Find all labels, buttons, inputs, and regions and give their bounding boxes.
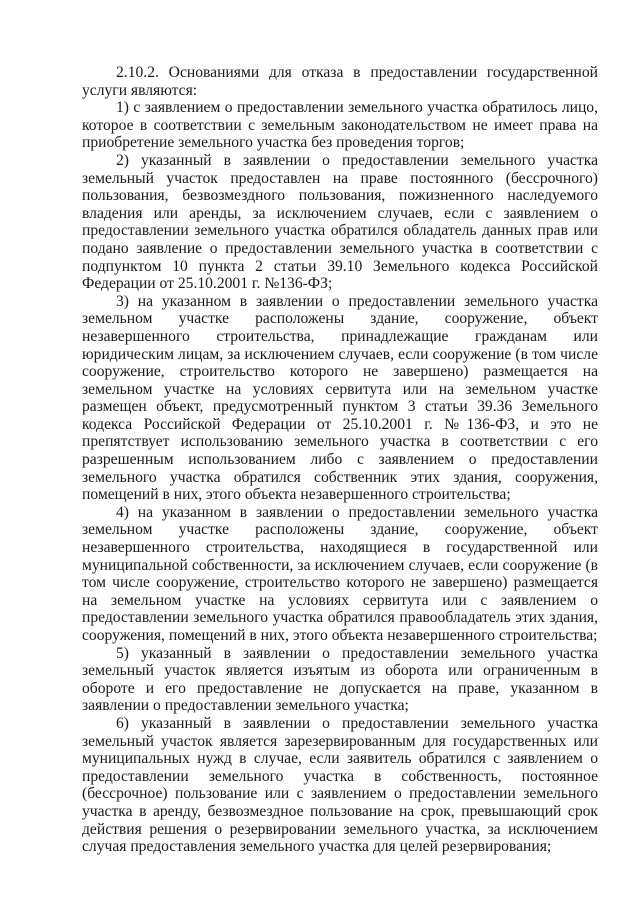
paragraph-item-6: 6) указанный в заявлении о предоставлении земельного участка земельный участок является зарезервированным для государственных или муниципальных нужд в случае, если заявитель обратился с заявлением о предоставлении земельного участка в собственность, постоянное (бессрочное) пользование или с заявлением о предоставлении земельного участка в аренду, безвозмездное пользование на срок, превышающий срок действия решения о резервировании земельного участка, за исключением случая предоставления земельного участка для целей резервирования; xyxy=(82,714,598,856)
paragraph-item-3: 3) на указанном в заявлении о предоставлении земельного участка земельном участке расположены здание, сооружение, объект незавершенного строительства, принадлежащие гражданам или юридическим лицам, за исключением случаев, если сооружение (в том числе сооружение, строительство которого не завершено) размещается на земельном участке на условиях сервитута или на земельном участке размещен объект, предусмотренный пунктом 3 статьи 39.36 Земельного кодекса Российской Федерации от 25.10.2001 г. №136-ФЗ, и это не препятствует использованию земельного участка в соответствии с его разрешенным использованием либо с заявлением о предоставлении земельного участка обратился собственник этих здания, сооружения, помещений в них, этого объекта незавершенного строительства; xyxy=(82,292,598,504)
paragraph-item-5: 5) указанный в заявлении о предоставлении земельного участка земельный участок является изъятым из оборота или ограниченным в обороте и его предоставление не допускается на праве, указанном в заявлении о предоставлении земельного участка; xyxy=(82,644,598,715)
document-page xyxy=(82,64,598,856)
paragraph-item-2: 2) указанный в заявлении о предоставлении земельного участка земельный участок предоставлен на праве постоянного (бессрочного) пользования, безвозмездного пользования, пожизненного наследуемого владения или аренды, за исключением случаев, если с заявлением о предоставлении земельного участка обратился обладатель данных прав или подано заявление о предоставлении земельного участка в соответствии с подпунктом 10 пункта 2 статьи 39.10 Земельного кодекса Российской Федерации от 25.10.2001 г. №136-ФЗ; xyxy=(82,151,598,293)
paragraph-item-4: 4) на указанном в заявлении о предоставлении земельного участка земельном участке расположены здание, сооружение, объект незавершенного строительства, находящиеся в государственной или муниципальной собственности, за исключением случаев, если сооружение (в том числе сооружение, строительство которого не завершено) размещается на земельном участке на условиях сервитута или с заявлением о предоставлении земельного участка обратился правообладатель этих здания, сооружения, помещений в них, этого объекта незавершенного строительства; xyxy=(82,503,598,644)
paragraph-item-1: 1) с заявлением о предоставлении земельного участка обратилось лицо, которое в соответствии с земельным законодательством не имеет права на приобретение земельного участка без проведения торгов; xyxy=(82,99,598,152)
paragraph-grounds-heading: 2.10.2. Основаниями для отказа в предоставлении государственной услуги являются: xyxy=(82,64,598,99)
